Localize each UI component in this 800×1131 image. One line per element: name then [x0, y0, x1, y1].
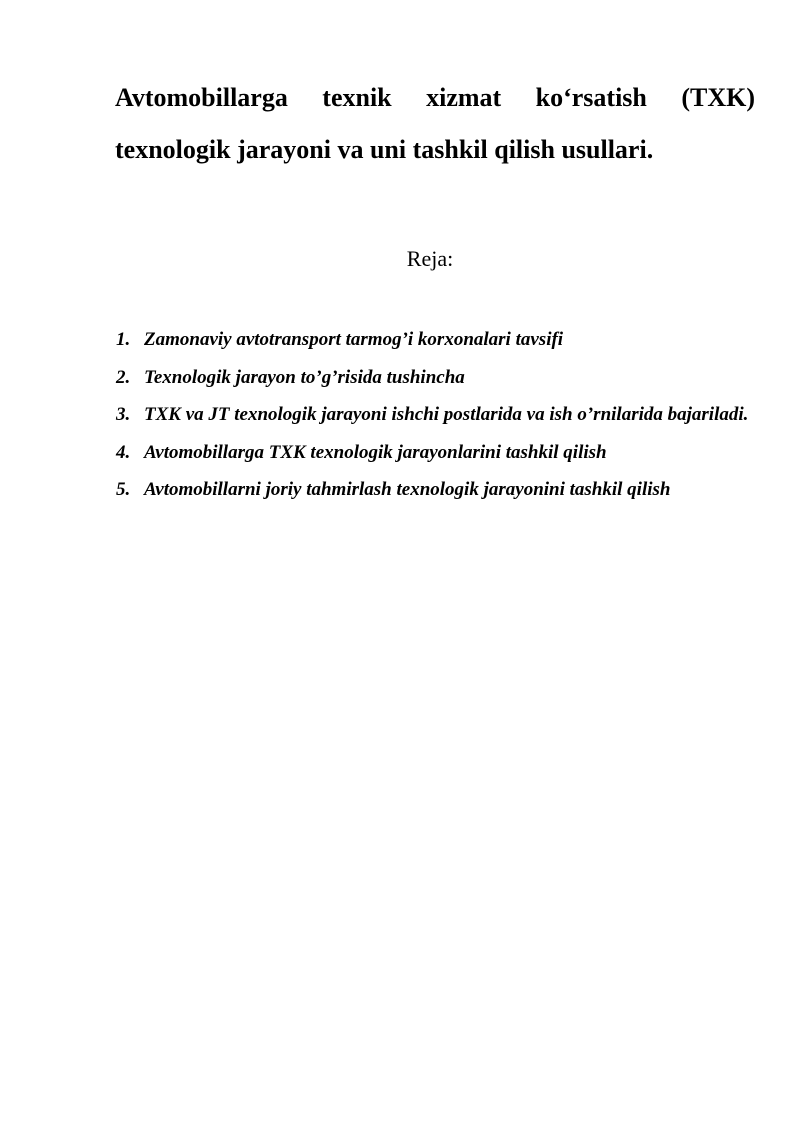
title-line-2: texnologik jarayoni va uni tashkil qilish usullari.: [115, 135, 654, 164]
plan-item-number: 1.: [116, 329, 131, 350]
title-line-1: Avtomobillarga texnik xizmat ko‘rsatish (TXK): [115, 83, 755, 112]
plan-heading: Reja:: [406, 246, 454, 271]
plan-item-number: 4.: [116, 441, 131, 463]
plan-item-text: Texnologik jarayon to’g’risida tushincha: [144, 366, 465, 388]
plan-item-text: Avtomobillarga TXK texnologik jarayonlarini tashkil qilish: [144, 441, 607, 463]
plan-item-number: 3.: [116, 404, 131, 425]
plan-item-4: [116, 434, 766, 472]
plan-item-3: [116, 396, 766, 434]
plan-list: [116, 321, 766, 509]
plan-item-text: TXK va JT texnologik jarayoni ishchi postlarida va ish o’rnilarida bajariladi.: [144, 404, 749, 425]
plan-item-number: 5.: [116, 479, 131, 500]
plan-item-number: 2.: [116, 366, 131, 388]
plan-item-1: [116, 321, 766, 359]
plan-item-2: [116, 359, 766, 397]
document-title: [115, 72, 755, 176]
plan-item-text: Zamonaviy avtotransport tarmog’i korxonalari tavsifi: [144, 329, 564, 350]
plan-item-text: Avtomobillarni joriy tahmirlash texnologik jarayonini tashkil qilish: [144, 479, 671, 500]
plan-item-5: [116, 471, 766, 509]
